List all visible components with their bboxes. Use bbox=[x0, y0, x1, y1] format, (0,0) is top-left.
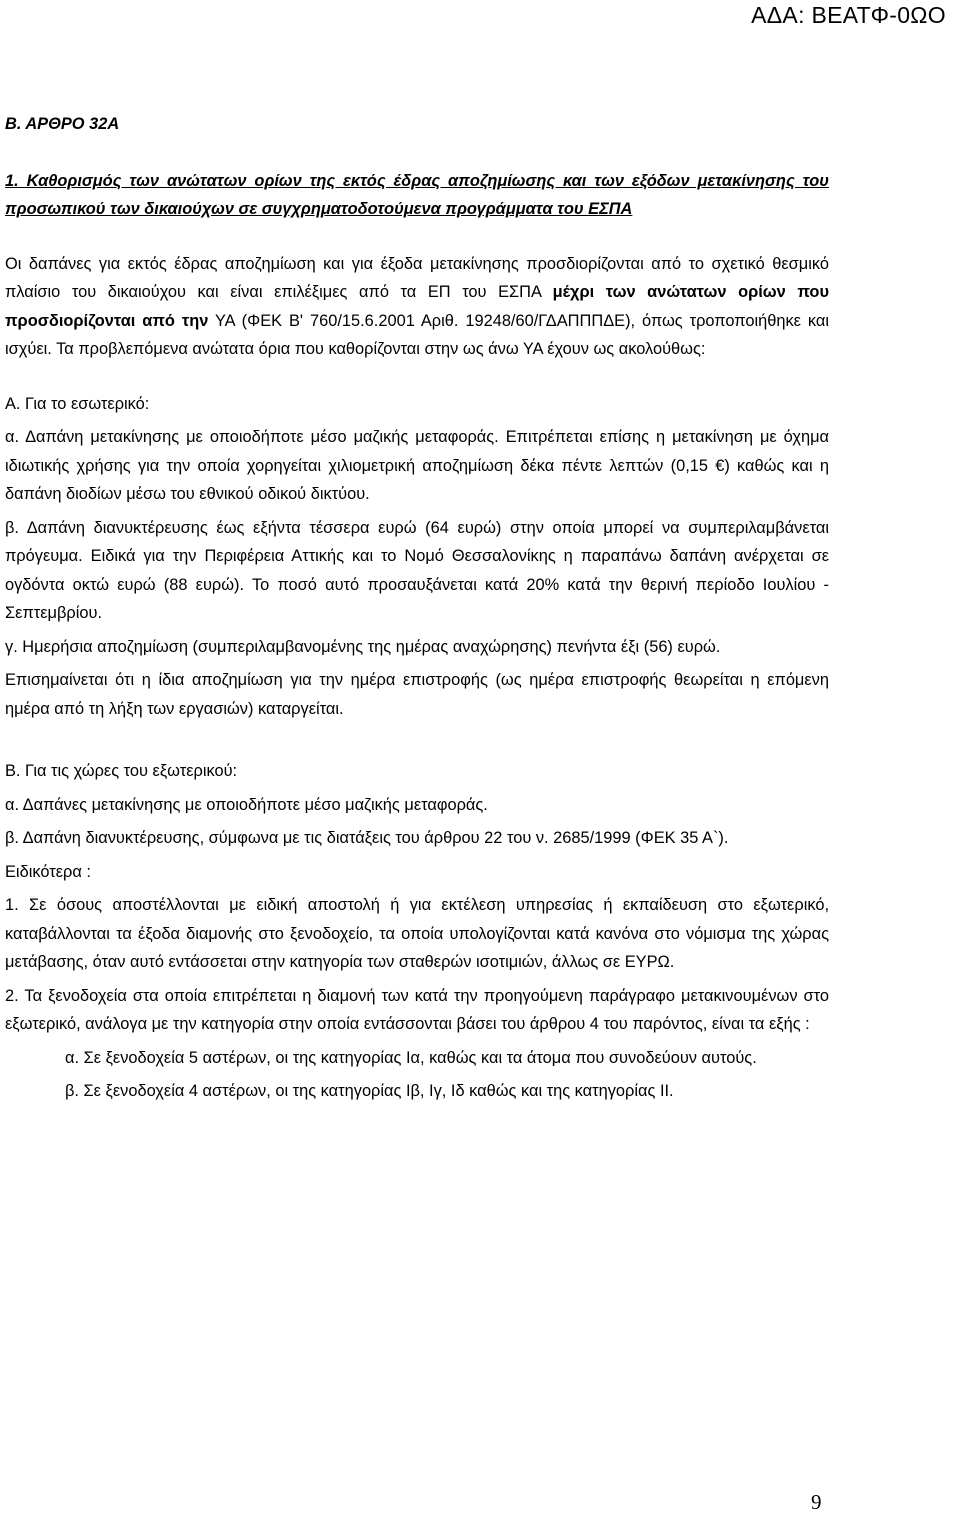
domestic-title: Α. Για το εσωτερικό: bbox=[5, 394, 150, 413]
domestic-item-c: γ. Ημερήσια αποζημίωση (συμπεριλαμβανομένης της ημέρας αναχώρησης) πενήντα έξι (56) ευρώ. bbox=[5, 637, 721, 656]
foreign-sub-b: β. Σε ξενοδοχεία 4 αστέρων, οι της κατηγορίας Ιβ, Ιγ, Ιδ καθώς και της κατηγορίας ΙΙ. bbox=[65, 1082, 674, 1100]
domestic-item-a: α. Δαπάνη μετακίνησης με οποιοδήποτε μέσο μαζικής μεταφοράς. Επιτρέπεται επίσης η μετακίνηση με όχημα ιδιωτικής χρήσης για την οποία χορηγείται χιλιομετρική αποζημίωση δέκα πέντε λεπτών (0,15 €) καθώς και η δαπάνη διοδίων μέσω του εθνικού οδικού δικτύου. bbox=[5, 428, 829, 503]
foreign-point-2: 2. Τα ξενοδοχεία στα οποία επιτρέπεται η διαμονή των κατά την προηγούμενη παράγραφο μετακινουμένων στο εξωτερικό, ανάλογα με την κατηγορία στην οποία εντάσσονται βάσει του άρθρου 4 του παρόντος, είναι τα εξής : bbox=[5, 986, 829, 1033]
foreign-item-b: β. Δαπάνη διανυκτέρευσης, σύμφωνα με τις διατάξεις του άρθρου 22 του ν. 2685/1999 (ΦΕΚ 35 Α`). bbox=[5, 829, 729, 847]
foreign-sub-a: α. Σε ξενοδοχεία 5 αστέρων, οι της κατηγορίας Ια, καθώς και τα άτομα που συνοδεύουν αυτούς. bbox=[65, 1048, 757, 1067]
intro-text-part1: Οι δαπάνες για εκτός έδρας αποζημίωση και για έξοδα μετακίνησης προσδιορίζονται από το σχετικό θεσμικό πλαίσιο του δικαιούχου και είναι επιλέξιμες από τα ΕΠ του ΕΣΠΑ bbox=[5, 254, 829, 301]
domestic-item-b: β. Δαπάνη διανυκτέρευσης έως εξήντα τέσσερα ευρώ (64 ευρώ) στην οποία μπορεί να συμπεριλαμβάνεται πρόγευμα. Ειδικά για την Περιφέρεια Αττικής και το Νομό Θεσσαλονίκης η παραπάνω δαπάνη ανέρχεται σε ογδόντα οκτώ ευρώ (88 ευρώ). Το ποσό αυτό προσαυξάνεται κατά 20% κατά την θερινή περίοδο Ιουλίου - Σεπτεμβρίου. bbox=[5, 518, 829, 622]
foreign-item-a: α. Δαπάνες μετακίνησης με οποιοδήποτε μέσο μαζικής μεταφοράς. bbox=[5, 795, 488, 814]
foreign-specifically: Ειδικότερα : bbox=[5, 862, 91, 881]
foreign-point-1: 1. Σε όσους αποστέλλονται με ειδική αποστολή ή για εκτέλεση υπηρεσίας ή εκπαίδευση στο εξωτερικό, καταβάλλονται τα έξοδα διαμονής στο ξενοδοχείο, τα οποία υπολογίζονται κατά κανόνα στο νόμισμα της χώρας μετάβασης, όταν αυτό εντάσσεται στην κατηγορία των σταθερών ισοτιμιών, άλλως σε ΕΥΡΩ. bbox=[5, 896, 829, 971]
intro-paragraph bbox=[5, 250, 829, 364]
domestic-note: Επισημαίνεται ότι η ίδια αποζημίωση για την ημέρα επιστροφής (ως ημέρα επιστροφής θεωρείται η επόμενη ημέρα από τη λήξη των εργασιών) καταργείται. bbox=[5, 671, 829, 718]
section-heading: 1. Καθορισμός των ανώτατων ορίων της εκτός έδρας αποζημίωσης και των εξόδων μετακίνησης του προσωπικού των δικαιούχων σε συγχρηματοδοτούμενα προγράμματα του ΕΣΠΑ bbox=[5, 171, 829, 218]
article-title: Β. ΑΡΘΡΟ 32Α bbox=[5, 115, 120, 133]
intro-bold-text: μέχρι των ανώτατων ορίων που προσδιορίζονται από την bbox=[5, 283, 829, 330]
page-number: 9 bbox=[811, 1490, 822, 1514]
document-body bbox=[5, 110, 829, 1106]
intro-text-part2: ΥΑ (ΦΕΚ Β' 760/15.6.2001 Αριθ. 19248/60/ΓΔΑΠΠΠΔΕ), όπως τροποποιήθηκε και ισχύει. Τα προβλεπόμενα ανώτατα όρια που καθορίζονται στην ως άνω ΥΑ έχουν ως ακολούθως: bbox=[5, 311, 829, 358]
ada-code: ΑΔΑ: ΒΕΑΤΦ-0ΩΟ bbox=[751, 2, 946, 28]
foreign-title: Β. Για τις χώρες του εξωτερικού: bbox=[5, 762, 238, 780]
